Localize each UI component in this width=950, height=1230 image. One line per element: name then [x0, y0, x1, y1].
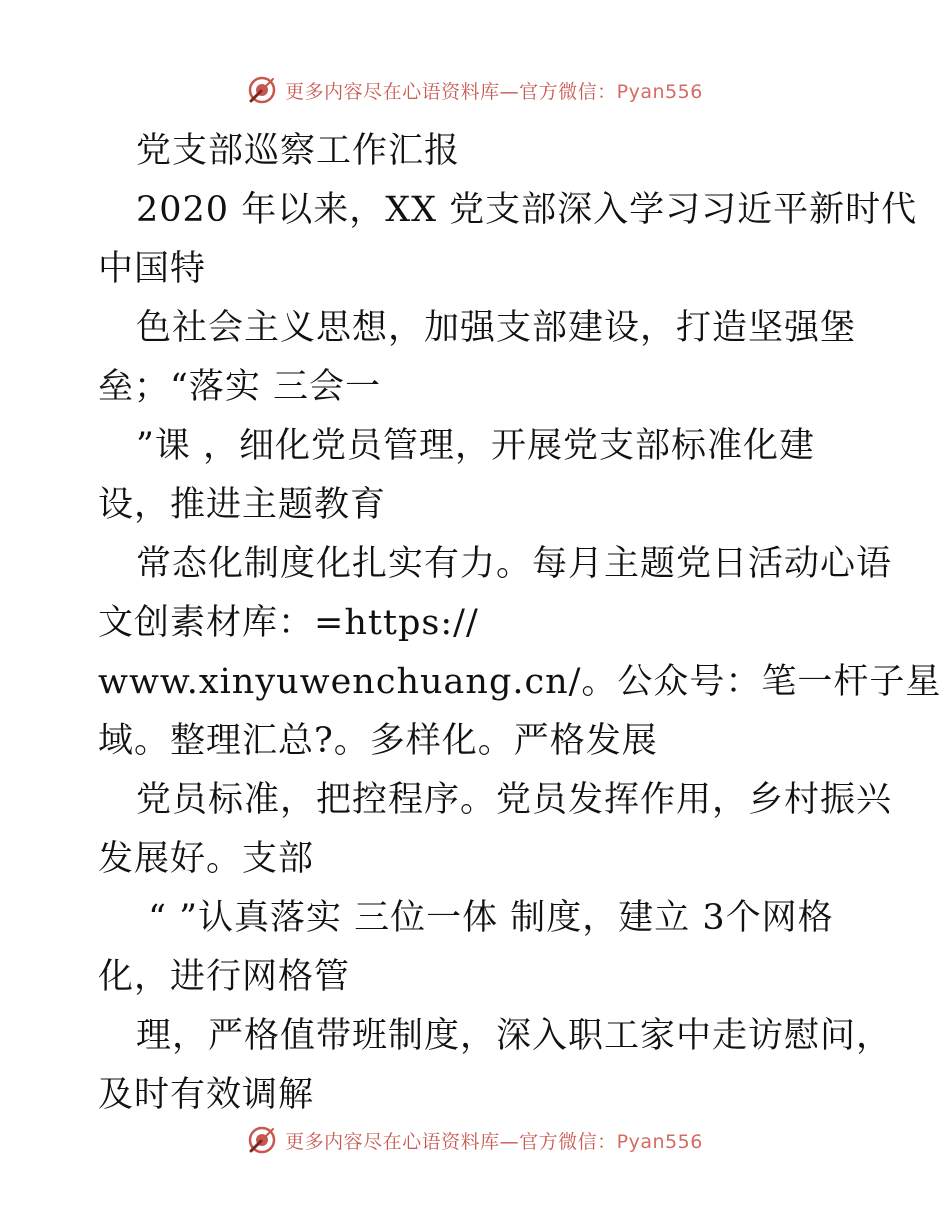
text-line: 域。整理汇总?。多样化。严格发展 [98, 721, 658, 761]
text-line: 化，进行网格管 [98, 957, 351, 997]
text-line: 党员标准，把控程序。党员发挥作用，乡村振兴 [136, 780, 893, 820]
text-line: 发展好。支部 [98, 839, 315, 879]
red-pen-circle-logo-icon [247, 75, 277, 105]
text-line: www.xinyuwenchuang.cn/。公众号：笔一杆子星 [98, 662, 942, 702]
footer-watermark-banner [0, 1120, 950, 1160]
watermark-text: 更多内容尽在心语资料库—官方微信：Pyan556 [285, 1130, 703, 1153]
wechat-id: Pyan556 [616, 80, 703, 103]
text-line: 色社会主义思想，加强支部建设，打造坚强堡 [136, 308, 857, 348]
text-line: 中国特 [98, 249, 207, 289]
text-line: 文创素材库：=https:// [98, 603, 479, 643]
header-watermark-banner [0, 70, 950, 110]
wechat-id: Pyan556 [616, 1130, 703, 1153]
text-line: “ ”认真落实 三位一体 制度，建立 3个网格 [136, 898, 834, 938]
text-line: ”课 ，细化党员管理，开展党支部标准化建 [136, 426, 816, 466]
document-body [98, 122, 942, 1125]
text-line: 2020 年以来，XX 党支部深入学习习近平新时代 [136, 190, 918, 230]
text-line: 常态化制度化扎实有力。每月主题党日活动心语 [136, 544, 893, 584]
document-title: 党支部巡察工作汇报 [136, 131, 461, 171]
watermark-text: 更多内容尽在心语资料库—官方微信：Pyan556 [285, 80, 703, 103]
text-line: 垒；“落实 三会一 [98, 367, 382, 407]
text-line: 设，推进主题教育 [98, 485, 387, 525]
text-line: 理，严格值带班制度，深入职工家中走访慰问， [136, 1016, 893, 1056]
text-line: 及时有效调解 [98, 1075, 315, 1115]
red-pen-circle-logo-icon [247, 1125, 277, 1155]
